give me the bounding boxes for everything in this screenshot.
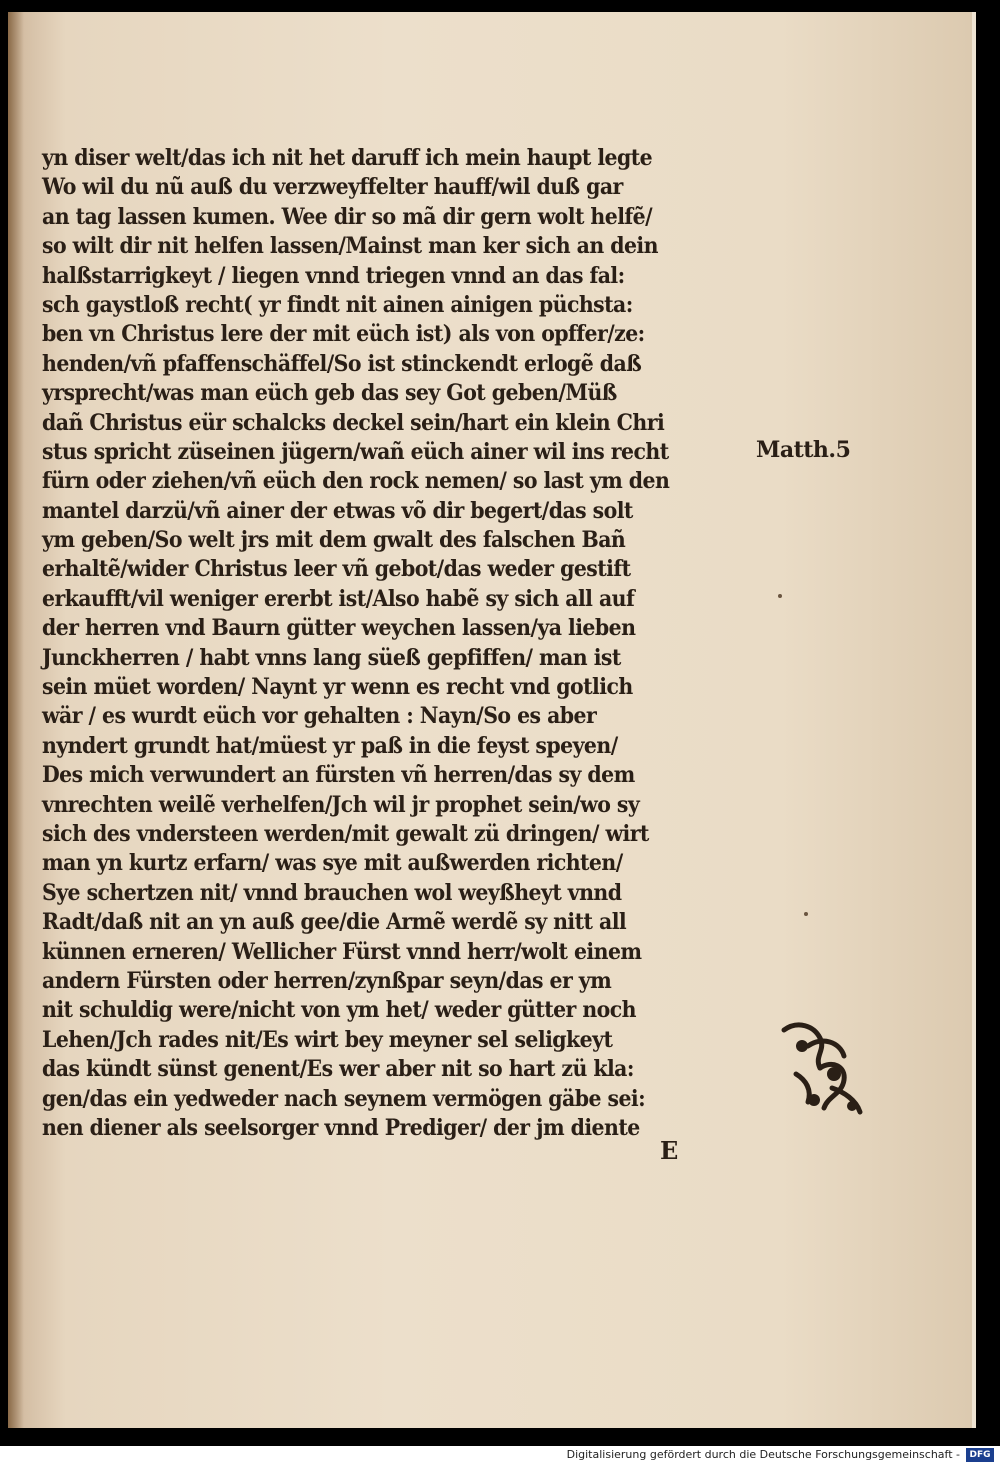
text-line: so wilt dir nit helfen lassen/Mainst man ker sich an dein	[42, 233, 658, 260]
text-line: Sye schertzen nit/ vnnd brauchen wol weyßheyt vnnd	[42, 879, 622, 906]
text-line: erkaufft/vil weniger ererbt ist/Also habẽ sy sich all auf	[42, 585, 635, 612]
text-line: ym geben/So welt jrs mit dem gwalt des falschen Bañ	[42, 527, 626, 554]
text-line: fürn oder ziehen/vñ eüch den rock nemen/ so last ym den	[42, 468, 670, 495]
text-line: Radt/daß nit an yn auß gee/die Armẽ werdẽ sy nitt all	[42, 909, 627, 936]
text-line: halßstarrigkeyt / liegen vnnd triegen vnnd an das fal:	[42, 262, 625, 289]
text-line: mantel darzü/vñ ainer der etwas võ dir begert/das solt	[42, 497, 633, 524]
text-line: wär / es wurdt eüch vor gehalten : Nayn/So es aber	[42, 703, 597, 730]
printer-ornament-icon	[774, 1016, 870, 1120]
text-line: sch gaystloß recht( yr findt nit ainen ainigen püchsta:	[42, 291, 633, 318]
text-line: man yn kurtz erfarn/ was sye mit außwerden richten/	[42, 850, 623, 877]
text-line: ben vn Christus lere der mit eüch ist) als von opffer/ze:	[42, 321, 645, 348]
text-line: künnen erneren/ Wellicher Fürst vnnd herr/wolt einem	[42, 938, 642, 965]
text-line: andern Fürsten oder herren/zynßpar seyn/das er ym	[42, 967, 612, 994]
text-line: yrsprecht/was man eüch geb das sey Got geben/Müß	[42, 380, 617, 407]
text-line: sich des vndersteen werden/mit gewalt zü dringen/ wirt	[42, 820, 649, 847]
text-line: Wo wil du nũ auß du verzweyffelter hauff/wil duß gar	[42, 174, 623, 201]
book-page	[8, 12, 976, 1428]
text-line: stus spricht züseinen jügern/wañ eüch ainer wil ins recht	[42, 438, 669, 465]
text-line: das kündt sünst genent/Es wer aber nit so hart zü kla:	[42, 1056, 634, 1083]
marginal-note: Matth.5	[756, 437, 851, 463]
text-line: vnrechten weilẽ verhelfen/Jch wil jr prophet sein/wo sy	[42, 791, 640, 818]
dfg-logo: DFG	[966, 1448, 994, 1462]
text-line: sein müet worden/ Naynt yr wenn es recht vnd gotlich	[42, 674, 633, 701]
text-line: dañ Christus eür schalcks deckel sein/hart ein klein Chri	[42, 409, 665, 436]
text-line: Des mich verwundert an fürsten vñ herren/das sy dem	[42, 762, 635, 789]
funding-credit: Digitalisierung gefördert durch die Deutsche Forschungsgemeinschaft -	[566, 1448, 960, 1461]
text-line: henden/vñ pfaffenschäffel/So ist stinckendt erlogẽ daß	[42, 350, 642, 377]
text-line: Junckherren / habt vnns lang süeß gepfiffen/ man ist	[42, 644, 621, 671]
text-line: nen diener als seelsorger vnnd Prediger/ der jm diente	[42, 1114, 640, 1141]
text-line: gen/das ein yedweder nach seynem vermögen gäbe sei:	[42, 1085, 646, 1112]
ink-speck	[778, 594, 782, 598]
text-line: nyndert grundt hat/müest yr paß in die feyst speyen/	[42, 732, 618, 759]
text-line: nit schuldig were/nicht von ym het/ weder gütter noch	[42, 997, 636, 1024]
text-line: erhaltẽ/wider Christus leer vñ gebot/das weder gestift	[42, 556, 631, 583]
ink-speck	[804, 912, 808, 916]
text-line: Lehen/Jch rades nit/Es wirt bey meyner sel seligkeyt	[42, 1026, 613, 1053]
text-line: der herren vnd Baurn gütter weychen lassen/ya lieben	[42, 615, 636, 642]
body-text	[42, 144, 762, 1143]
text-line: an tag lassen kumen. Wee dir so mã dir gern wolt helfẽ/	[42, 203, 653, 230]
catchword: E	[660, 1136, 679, 1165]
text-line: yn diser welt/das ich nit het daruff ich mein haupt legte	[42, 145, 653, 171]
